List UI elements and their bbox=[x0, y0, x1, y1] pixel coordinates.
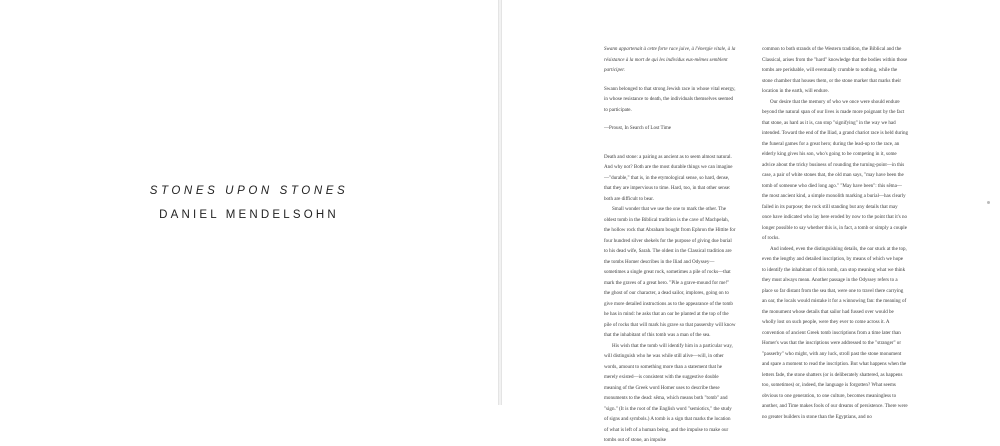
right-page bbox=[502, 0, 1000, 443]
body-paragraph: common to both strands of the Western tradition, the Biblical and the Classical, arises from the "hard" knowledge that the bodies within those tombs are perishable, will eventually crumble to nothing, while the stone chamber that houses them, or the stone marker that marks their location in the earth, will endure. bbox=[762, 46, 908, 94]
body-paragraph: Our desire that the memory of who we once were should endure beyond the natural span of our lives is made more poignant by the fact that stone, as hard as it is, can stop "signifying" in the way we had intended. Toward the end of the Iliad, a grand chariot race is held during the funeral games for a great hero; during the lead-up to the race, an elderly king gives his son, who's going to be competing in it, some advice about the tricky business of rounding the turning-point—in this case, a pair of white stones that, the old man says, "may have been the tomb of someone who died long ago." "May have been": this sêma—the most ancient kind, a simple monolith marking a burial—has clearly failed in its purpose; the rock still standing but any details that may once have indicated who lay here eroded by now to the point that it's no longer possible to say whether this is, in fact, a tomb or simply a couple of rocks. bbox=[762, 98, 909, 241]
epigraph-french: Swann appartenait à cette forte race juive, à l'énergie vitale, à la résistance à la mort de qui les individus eux-mêmes semblent participer. bbox=[604, 46, 736, 73]
epigraph-attribution: —Proust, In Search of Lost Time bbox=[604, 125, 672, 131]
text-column-left bbox=[604, 44, 736, 446]
body-paragraph: His wish that the tomb will identify him in a particular way, will distinguish who he was while still alive—will, in other words, amount to something more than a statement that he merely existed—is consistent with the suggestive double meaning of the Greek word Homer uses to describe these monuments to the dead: sêma, which means both "tomb" and "sign." (It is the root of the English word "semiotics," the study of signs and symbols.) A tomb is a sign that marks the location of what is left of a human being, and the impulse to make our tombs out of stone, an impulse bbox=[604, 342, 733, 443]
page-edge-mark bbox=[987, 201, 990, 204]
book-title: STONES UPON STONES bbox=[149, 185, 349, 197]
left-page bbox=[0, 0, 498, 405]
epigraph-english: Swann belonged to that strong Jewish race in whose vital energy, in whose resistance to death, the individuals themselves seemed to participate. bbox=[604, 85, 736, 113]
book-author: DANIEL MENDELSOHN bbox=[159, 209, 339, 221]
body-paragraph: Small wonder that we use the one to mark the other. The oldest tomb in the Biblical tradition is the cave of Machpelah, the hollow rock that Abraham bought from Ephron the Hittite for four hundred silver shekels for the purpose of giving due burial to his dead wife, Sarah. The oldest in the Classical tradition are the tombs Homer describes in the Iliad and Odyssey—sometimes a single great rock, sometimes a pile of rocks—that mark the graves of a great hero. "Pile a grave-mound for me!" the ghost of our character, a dead sailor, implores, going on to give more detailed instructions as to the appearance of the tomb he has in mind: he asks that an oar be planted at the top of the pile of rocks that will mark his grave so that passersby will know that the inhabitant of this tomb was a man of the sea. bbox=[604, 206, 736, 338]
text-column-right bbox=[762, 44, 908, 422]
body-paragraph: Death and stone: a pairing as ancient as to seem almost natural. And why not? Both are the most durable things we can imagine—"durable," that is, in the etymological sense, so hard, dense, that they are impervious to time. Hard, too, in that other sense: both are difficult to bear. bbox=[604, 153, 733, 202]
body-paragraph: And indeed, even the distinguishing details, the oar stuck at the top, even the lengthy and detailed inscription, by means of which we hope to identify the inhabitant of this tomb, can stop meaning what we think they must always mean. Another passage in the Odyssey refers to a place so far distant from the sea that, were one to travel there carrying an oar, the locals would mistake it for a winnowing fan: the meaning of the monument whose details that sailor had fussed over would be wholly lost on such people, were they ever to come across it. A convention of ancient Greek tomb inscriptions from a time later than Homer's was that the inscriptions were addressed to the "stranger" or "passerby" who might, with any luck, stroll past the stone monument and spare a moment to read the inscription. But what happens when the letters fade, the stone shatters (or is deliberately shattered, as happens too, sometimes) or, indeed, the language is forgotten? What seems obvious to one generation, to one culture, becomes meaningless to another, and Time makes fools of our dreams of persistence. There were no greater builders in stone than the Egyptians, and no bbox=[762, 245, 908, 420]
